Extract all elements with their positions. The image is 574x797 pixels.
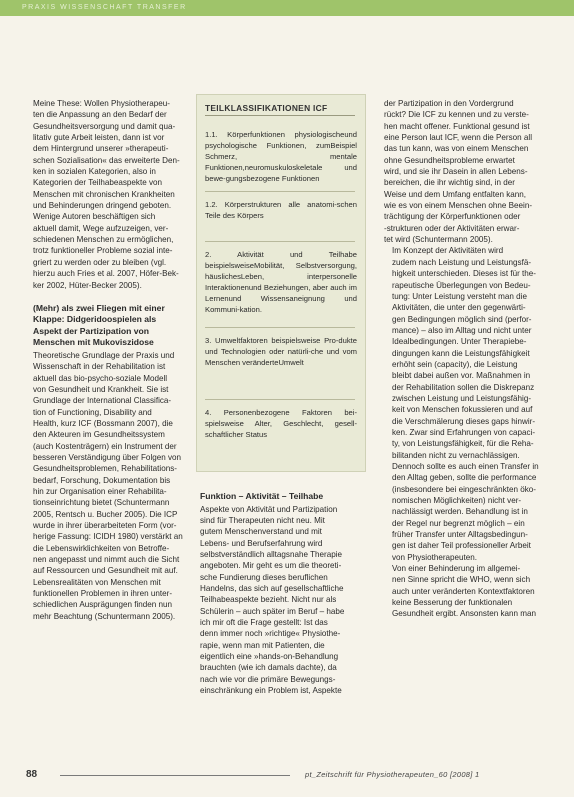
text-line: Gesundheit ergibt. Ansonsten kann man [392,609,536,619]
text-line: besseren Verständigung über Folgen von [33,452,182,462]
item-line: Leben, interpersonelle Interaktionen [205,272,357,292]
box-title: TEILKLASSIFIKATIONEN ICF [205,103,328,113]
item-divider [205,191,355,192]
text-line: den Alltag geben, sollte die performance [392,473,537,483]
text-line: Kategorien der Teilhabeaspekte von [33,178,162,188]
item-divider [205,241,355,242]
item-line: dukte und Technologien oder natürli- [205,336,357,356]
text-line: griert zu werden oder zu bleiben (vgl. [33,257,167,267]
text-line: tion of Functioning, Disability and [33,407,152,417]
text-line: dingungen kann die Leistungsfähigkeit [392,348,530,358]
item-line: gungsbezogene Funktionen [225,174,320,183]
text-line: tung: Unter Leistung versteht man die [392,291,527,301]
text-line: hierzu auch Fries et al. 2007, Höfer-Bek- [33,269,179,279]
text-line: litativ gute Arbeit leisten, dann ist vor [33,133,165,143]
text-line: (insbesondere bei eingeschränkten öko- [392,484,536,494]
text-line: Aktivitäten, die unter den gegenwärti- [392,303,526,313]
text-line: schiedenen Menschen zu ermöglichen, [33,235,174,245]
text-line: trächtigung der Körperfunktionen oder [384,212,521,222]
text-line: Idealbedingungen. Unter Therapiebe- [392,337,527,347]
text-line: trotz funktioneller Probleme sozial inte- [33,246,173,256]
text-line: Aspekte von Aktivität und Partizipation [200,504,338,514]
text-line: herige Fassung: ICIDH 1980) verstärkt an [33,532,183,542]
text-line: Theoretische Grundlage der Praxis und [33,350,175,360]
item-line: kation. [239,305,262,314]
text-line: Lebens- und Berufserfahrung wird [200,538,323,548]
paragraph-6 [384,563,547,620]
text-line: denn immer noch »richtige« Physiothe- [200,629,341,639]
text-line: mehr Beachtung (Schuntermann 2005). [33,611,176,621]
text-line: Grundlage der International Classifica- [33,396,172,406]
footer-divider [60,775,290,776]
item-divider [205,327,355,328]
text-line: zudem nach Leistung und Leistungsfä- [392,257,532,267]
icf-item-2 [205,199,357,221]
text-line: den Akteuren im Gesundheitssystem [33,430,165,440]
item-line: und Beziehungen, aber auch im Lernen [205,283,357,303]
item-line: spielsweise Alter, Geschlecht, gesell- [205,419,357,428]
heading-line: Aspekt der Partizipation von [33,325,150,336]
text-line: mance) – also im Alltag und nicht unter [392,325,532,335]
section-header: PRAXIS WISSENSCHAFT TRANSFER [22,4,187,11]
text-line: ken. Zwar sind Erfahrungen von capaci- [392,427,536,437]
text-line: Menschen mit chronischen Krankheiten [33,189,175,199]
text-line: ken in sozialen Kategorien, also in [33,167,156,177]
text-line: nen Sinne spricht die WHO, wenn sich [392,575,531,585]
text-line: gen Bedingungen möglich sind (perfor- [392,314,532,324]
text-line: von Physiotherapeuten. [392,552,478,562]
paragraph-1 [33,98,193,291]
item-line: 3. Umweltfaktoren beispielsweise Pro- [205,336,339,345]
item-line: Mobilität, Selbstversorgung, häusliches [205,261,357,281]
text-line: wurde in ihrer überarbeiteten Form (vor- [33,521,177,530]
text-line: 2005, Rentsch u. Bucher 2005). Die ICP [33,509,178,519]
section-heading-funktion: Funktion – Aktivität – Teilhabe [200,491,324,501]
text-line: rückt? Die ICF zu kennen und zu verste- [384,110,529,120]
section-heading-didgeridoo [33,303,193,349]
item-line: che und vom Menschen veränderte [205,347,357,367]
text-line: Wissenschaft in der Rehabilitation ist [33,362,166,372]
text-line: bleibt dabei außen vor. Maßnahmen in [392,371,531,381]
text-line: nach wie vor die primäre Bewegungs- [200,674,336,684]
item-line: 1.1. Körperfunktionen physiologische [205,130,345,139]
paragraph-5 [384,245,547,563]
column-3 [384,98,547,620]
text-line: die Lebenswirklichkeiten von Betroffe- [33,543,170,553]
item-line: schen Teile des Körpers [205,200,357,220]
text-line: auch unter veränderten Kontextfaktoren [392,586,535,596]
text-line: wie es von einem Menschen ohne Beein- [384,201,533,211]
heading-line: Menschen mit Mukoviszidose [33,337,154,348]
item-line: und Wissensaneignung und Kommuni- [205,294,357,314]
text-line: angeboten. Mir geht es um die theoreti- [200,561,342,571]
text-line: rapie, wenn man mit Patienten, die [200,640,325,650]
text-line: wird, und sie ihr Dasein in allen Lebens- [384,167,528,177]
text-line: und Behinderungen dringend geboten. [33,201,172,211]
text-line: keine Besserung der funktionalen [392,598,513,608]
text-line: der Rehabilitation sollen die Diskrepanz [392,382,535,392]
text-line: hen macht offener. Funktional gesund ist [384,121,530,131]
column-2 [200,491,364,696]
text-line: bilitanden nicht zu vernachlässigen. [392,450,520,460]
text-line: Schülerin – auch später im Beruf – habe [200,606,345,616]
item-line: 2. Aktivität und Teilhabe beispielsweise [205,250,357,270]
journal-citation: pt_Zeitschrift für Physiotherapeuten_60 [2008] 1 [305,770,480,779]
icf-classification-box [196,94,366,472]
column-1 [33,98,193,622]
heading-line: Klappe: Didgeridoospielen als [33,314,157,325]
paragraph-2 [33,350,193,622]
divider [205,115,355,116]
text-line: Lebensrealitäten von Menschen mit [33,577,161,587]
text-line: nen angepasst und nimmt auch die Sicht [33,555,180,565]
text-line: tet wird (Schuntermann 2005). [384,235,493,245]
text-line: rapeutische Überlegungen von Bedeu- [392,280,531,290]
paragraph-4 [384,98,547,245]
item-line: Umwelt [278,358,304,367]
item-line: neuromuskuloskeletale und bewe- [205,163,357,183]
item-line: und psychologische Funktionen, zum [205,130,357,150]
text-line: ten die Anpassung an den Bedarf der [33,110,167,120]
text-line: sind für Therapeuten nicht neu. Mit [200,515,325,525]
text-line: ty, von Leistungsfähigkeit, für die Reha- [392,439,534,449]
text-line: der Partizipation in den Vordergrund [384,99,514,108]
item-line: schaftlicher Status [205,430,268,439]
text-line: zwischen Leistung und Leistungsfähig- [392,393,532,403]
heading-line: (Mehr) als zwei Fliegen mit einer [33,302,165,313]
text-line: Meine These: Wollen Physiotherapeu- [33,99,170,108]
text-line: Teilhabeaspekte bezieht. Nicht nur als [200,595,337,605]
text-line: Von einer Behinderung im allgemei- [392,564,521,574]
text-line: schiedlichen Ausprägungen finden nun [33,600,173,610]
text-line: gutem Menschenverstand und mit [200,527,322,537]
icf-item-1 [205,129,357,184]
text-line: aktuell das bio-psycho-soziale Modell [33,373,168,383]
text-line: hin zur Organisation einer Rehabilita- [33,486,167,496]
text-line: Im Konzept der Aktivitäten wird [392,246,504,256]
text-line: die Verschmälerung dieses gaps hinwir- [392,416,536,426]
text-line: Handelns, das sich auf gesellschaftliche [200,583,344,593]
text-line: selbstverständlich alltagsnahe Therapie [200,549,343,559]
text-line: keit von Menschen fokussieren und auf [392,405,533,415]
text-line: erhöht sein (capacity), die Leistung [392,359,518,369]
icf-item-3 [205,249,357,315]
icf-item-5 [205,407,357,440]
text-line: dem Hintergrund unserer »therapeuti- [33,144,169,154]
text-line: -strukturen oder der Aktivitäten erwar- [384,223,520,233]
item-line: 4. Personenbezogene Faktoren bei- [205,408,357,417]
text-line: sche Fundierung dieses beruflichen [200,572,328,582]
text-line: Gesundheitsproblemen, Rehabilitations- [33,464,177,474]
text-line: eine Person laut ICF, wenn die Person all [384,133,533,143]
text-line: (auch Kostenträgern) ein Instrument der [33,441,177,451]
text-line: das tun kann, was von einem Menschen [384,144,529,154]
item-divider [205,399,355,400]
text-line: eigentlich eine »hands-on-Behandlung [200,651,339,661]
text-line: von Gesundheit und Krankheit. Sie ist [33,384,169,394]
text-line: Wenige Autoren beschäftigen sich [33,212,156,222]
text-line: schen Sozialisation« das erweiterte Den- [33,155,180,165]
text-line: gen ist daher Teil professioneller Arbeit [392,541,531,551]
text-line: ker 2002, Hüter-Becker 2005). [33,280,142,290]
text-line: Weise und dem Umfang entfalten kann, [384,189,527,199]
page-number: 88 [26,769,38,780]
text-line: Gesundheitsversorgung und damit qua- [33,121,176,131]
text-line: früher Transfer unter Alltagsbedingun- [392,530,528,540]
text-line: auf Ressourcen und Gesundheit mit auf. [33,566,178,576]
text-line: nachlässigt werden. Behandlung ist in [392,507,528,517]
text-line: Health, kurz ICF (Bossmann 2007), die [33,418,173,428]
text-line: ohne Gesundheitsprobleme erwartet [384,155,515,165]
text-line: bedarf, Forschung, Dokumentation bis [33,475,171,485]
text-line: bereichen, die ihr wichtig sind, in der [384,178,515,188]
text-line: ich mir oft die Frage gestellt: Ist das [200,617,328,627]
item-line: Beispiel Schmerz, mentale Funktionen, [205,141,357,172]
text-line: nomischen Möglichkeiten) nicht ver- [392,496,522,506]
item-line: 1.2. Körperstrukturen alle anatomi- [205,200,337,209]
text-line: der Regel nur begrenzt möglich – ein [392,518,525,528]
text-line: brauchten (wie ich damals dachte), da [200,663,337,673]
text-line: tionseinrichtung bietet (Schuntermann [33,498,170,508]
text-line: einschränkung ein Problem ist, Aspekte [200,686,342,695]
paragraph-3 [200,504,364,697]
text-line: Dennoch sollte es auch einen Transfer in [392,462,539,471]
text-line: higkeit unterschieden. Dieses ist für the- [392,269,536,279]
icf-item-4 [205,335,357,368]
text-line: funktionellen Problemen in ihren unter- [33,589,173,599]
text-line: aktuell damit, Wege aufzuzeigen, ver- [33,223,169,233]
